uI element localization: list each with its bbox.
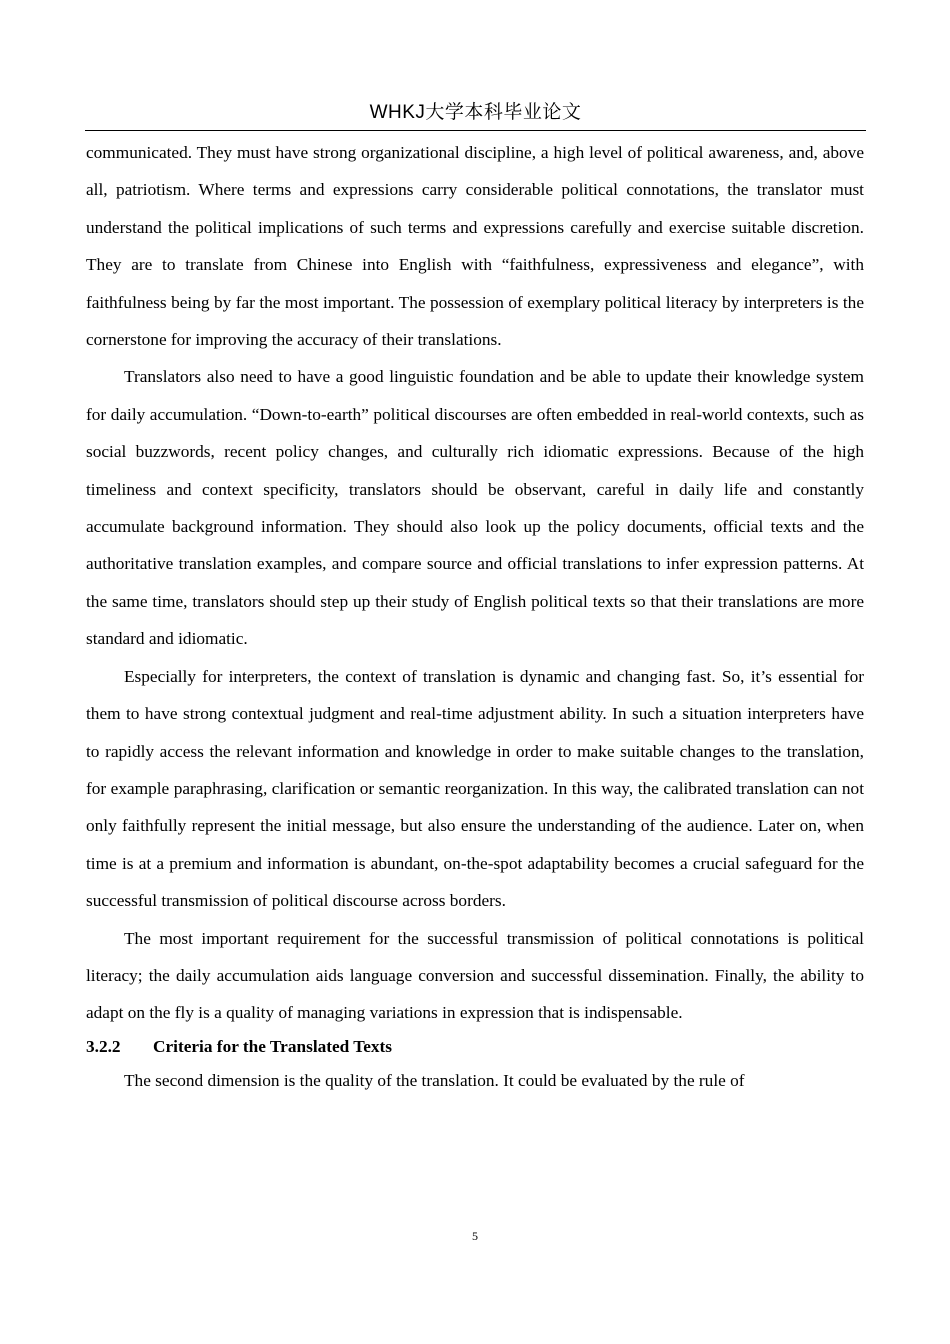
section-heading bbox=[86, 1032, 864, 1062]
paragraph-linguistic-foundation: Translators also need to have a good linguistic foundation and be able to update their knowledge system for daily accumulation. “Down-to-earth” political discourses are often embedded in real-world contexts, such as social buzzwords, recent policy changes, and culturally rich idiomatic expressions. Because of the high timeliness and context specificity, translators should be observant, careful in daily life and constantly accumulate background information. They should also look up the policy documents, official texts and the authoritative translation examples, and compare source and official translations to infer expression patterns. At the same time, translators should step up their study of English political texts so that their translations are more standard and idiomatic. bbox=[86, 367, 864, 649]
paragraph-continued: communicated. They must have strong organizational discipline, a high level of political awareness, and, above all, patriotism. Where terms and expressions carry considerable political connotations, the translator must understand the political implications of such terms and expressions carefully and exercise suitable discretion. They are to translate from Chinese into English with “faithfulness, expressiveness and elegance”, with faithfulness being by far the most important. The possession of exemplary political literacy by interpreters is the cornerstone for improving the accuracy of their translations. bbox=[86, 143, 864, 350]
section-title: Criteria for the Translated Texts bbox=[153, 1036, 393, 1056]
running-header: WHKJ大学本科毕业论文 bbox=[369, 102, 582, 123]
body-text bbox=[86, 134, 864, 1099]
paragraph-second-dimension: The second dimension is the quality of the translation. It could be evaluated by the rule of bbox=[124, 1070, 745, 1090]
paragraph-interpreters: Especially for interpreters, the context of translation is dynamic and changing fast. So, it’s essential for them to have strong contextual judgment and real-time adjustment ability. In such a situation interpreters have to rapidly access the relevant information and knowledge in order to make suitable changes to the translation, for example paraphrasing, clarification or semantic reorganization. In this way, the calibrated translation can not only faithfully represent the initial message, but also ensure the understanding of the audience. Later on, when time is at a premium and information is abundant, on-the-spot adaptability becomes a crucial safeguard for the successful transmission of political discourse across borders. bbox=[86, 666, 864, 911]
page-number: 5 bbox=[472, 1229, 478, 1243]
header-rule bbox=[85, 130, 866, 131]
paragraph-summary: The most important requirement for the successful transmission of political connotations is political literacy; the daily accumulation aids language conversion and successful dissemination. Finally, the ability to adapt on the fly is a quality of managing variations in expression that is indispensable. bbox=[86, 928, 864, 1023]
section-number: 3.2.2 bbox=[86, 1036, 121, 1056]
